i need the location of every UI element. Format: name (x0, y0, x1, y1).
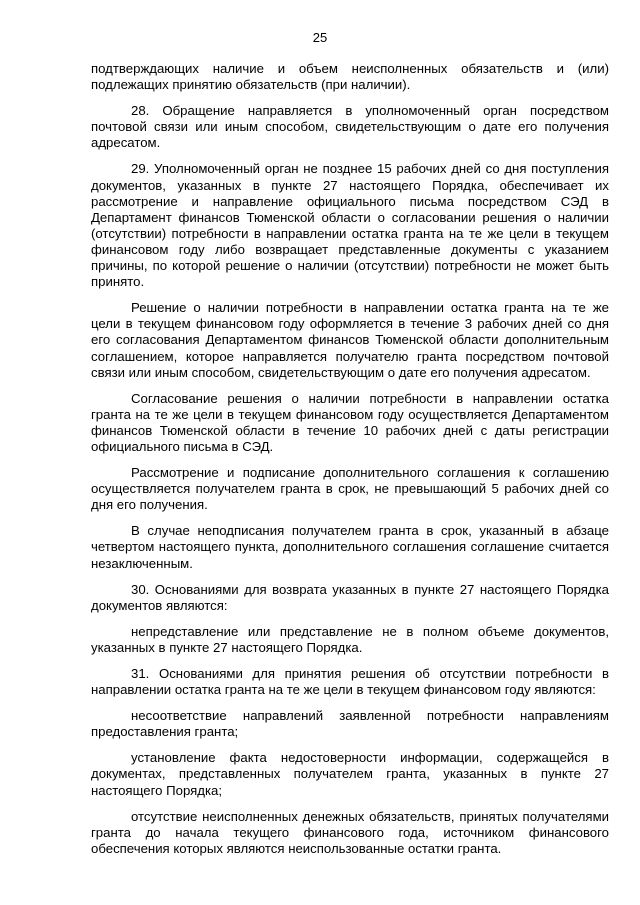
paragraph-item-30: 30. Основаниями для возврата указанных в пункте 27 настоящего Порядка документов являются: (91, 581, 609, 613)
paragraph-agreement-signing: Рассмотрение и подписание дополнительного соглашения к соглашению осуществляется получателем гранта в срок, не превышающий 5 рабочих дней со дня его получения. (91, 465, 609, 513)
paragraph-decision-execution: Решение о наличии потребности в направлении остатка гранта на те же цели в текущем финансовом году оформляется в течение 3 рабочих дней со дня его согласования Департаментом финансов Тюменской области дополнительным соглашением, которое направляется получателю гранта посредством почтовой связи или иным способом, свидетельствующим о дате его получения адресатом. (91, 300, 609, 380)
document-body (91, 61, 609, 867)
paragraph-agreement-unsigned: В случае неподписания получателем гранта в срок, указанный в абзаце четвертом настоящего пункта, дополнительного соглашения соглашение считается незаключенным. (91, 523, 609, 571)
page-number: 25 (312, 30, 328, 45)
paragraph-continuation: подтверждающих наличие и объем неисполненных обязательств и (или) подлежащих принятию обязательств (при наличии). (91, 61, 609, 93)
paragraph-item-31-reason-1: несоответствие направлений заявленной потребности направлениям предоставления гранта; (91, 708, 609, 740)
paragraph-item-31-reason-2: установление факта недостоверности информации, содержащейся в документах, представленных получателем гранта, указанных в пункте 27 настоящего Порядка; (91, 750, 609, 798)
paragraph-item-30-reason: непредставление или представление не в полном объеме документов, указанных в пункте 27 настоящего Порядка. (91, 623, 609, 655)
paragraph-item-28: 28. Обращение направляется в уполномоченный орган посредством почтовой связи или иным способом, свидетельствующим о дате его получения адресатом. (91, 103, 609, 151)
paragraph-decision-approval: Согласование решения о наличии потребности в направлении остатка гранта на те же цели в текущем финансовом году осуществляется Департаментом финансов Тюменской области в течение 10 рабочих дней с даты регистрации официального письма в СЭД. (91, 390, 609, 454)
paragraph-item-29: 29. Уполномоченный орган не позднее 15 рабочих дней со дня поступления документов, указанных в пункте 27 настоящего Порядка, обеспечивает их рассмотрение и направление официального письма посредством СЭД в Департамент финансов Тюменской области о согласовании решения о наличии (отсутствии) потребности в направлении остатка гранта на те же цели в текущем финансовом году либо возвращает представленные документы с указанием причины, по которой решение о наличии (отсутствии) потребности не может быть принято. (91, 161, 609, 290)
paragraph-item-31: 31. Основаниями для принятия решения об отсутствии потребности в направлении остатка гранта на те же цели в текущем финансовом году являются: (91, 666, 609, 698)
paragraph-item-31-reason-3: отсутствие неисполненных денежных обязательств, принятых получателями гранта до начала текущего финансового года, источником финансового обеспечения которых являются неиспользованные остатки гранта. (91, 808, 609, 856)
